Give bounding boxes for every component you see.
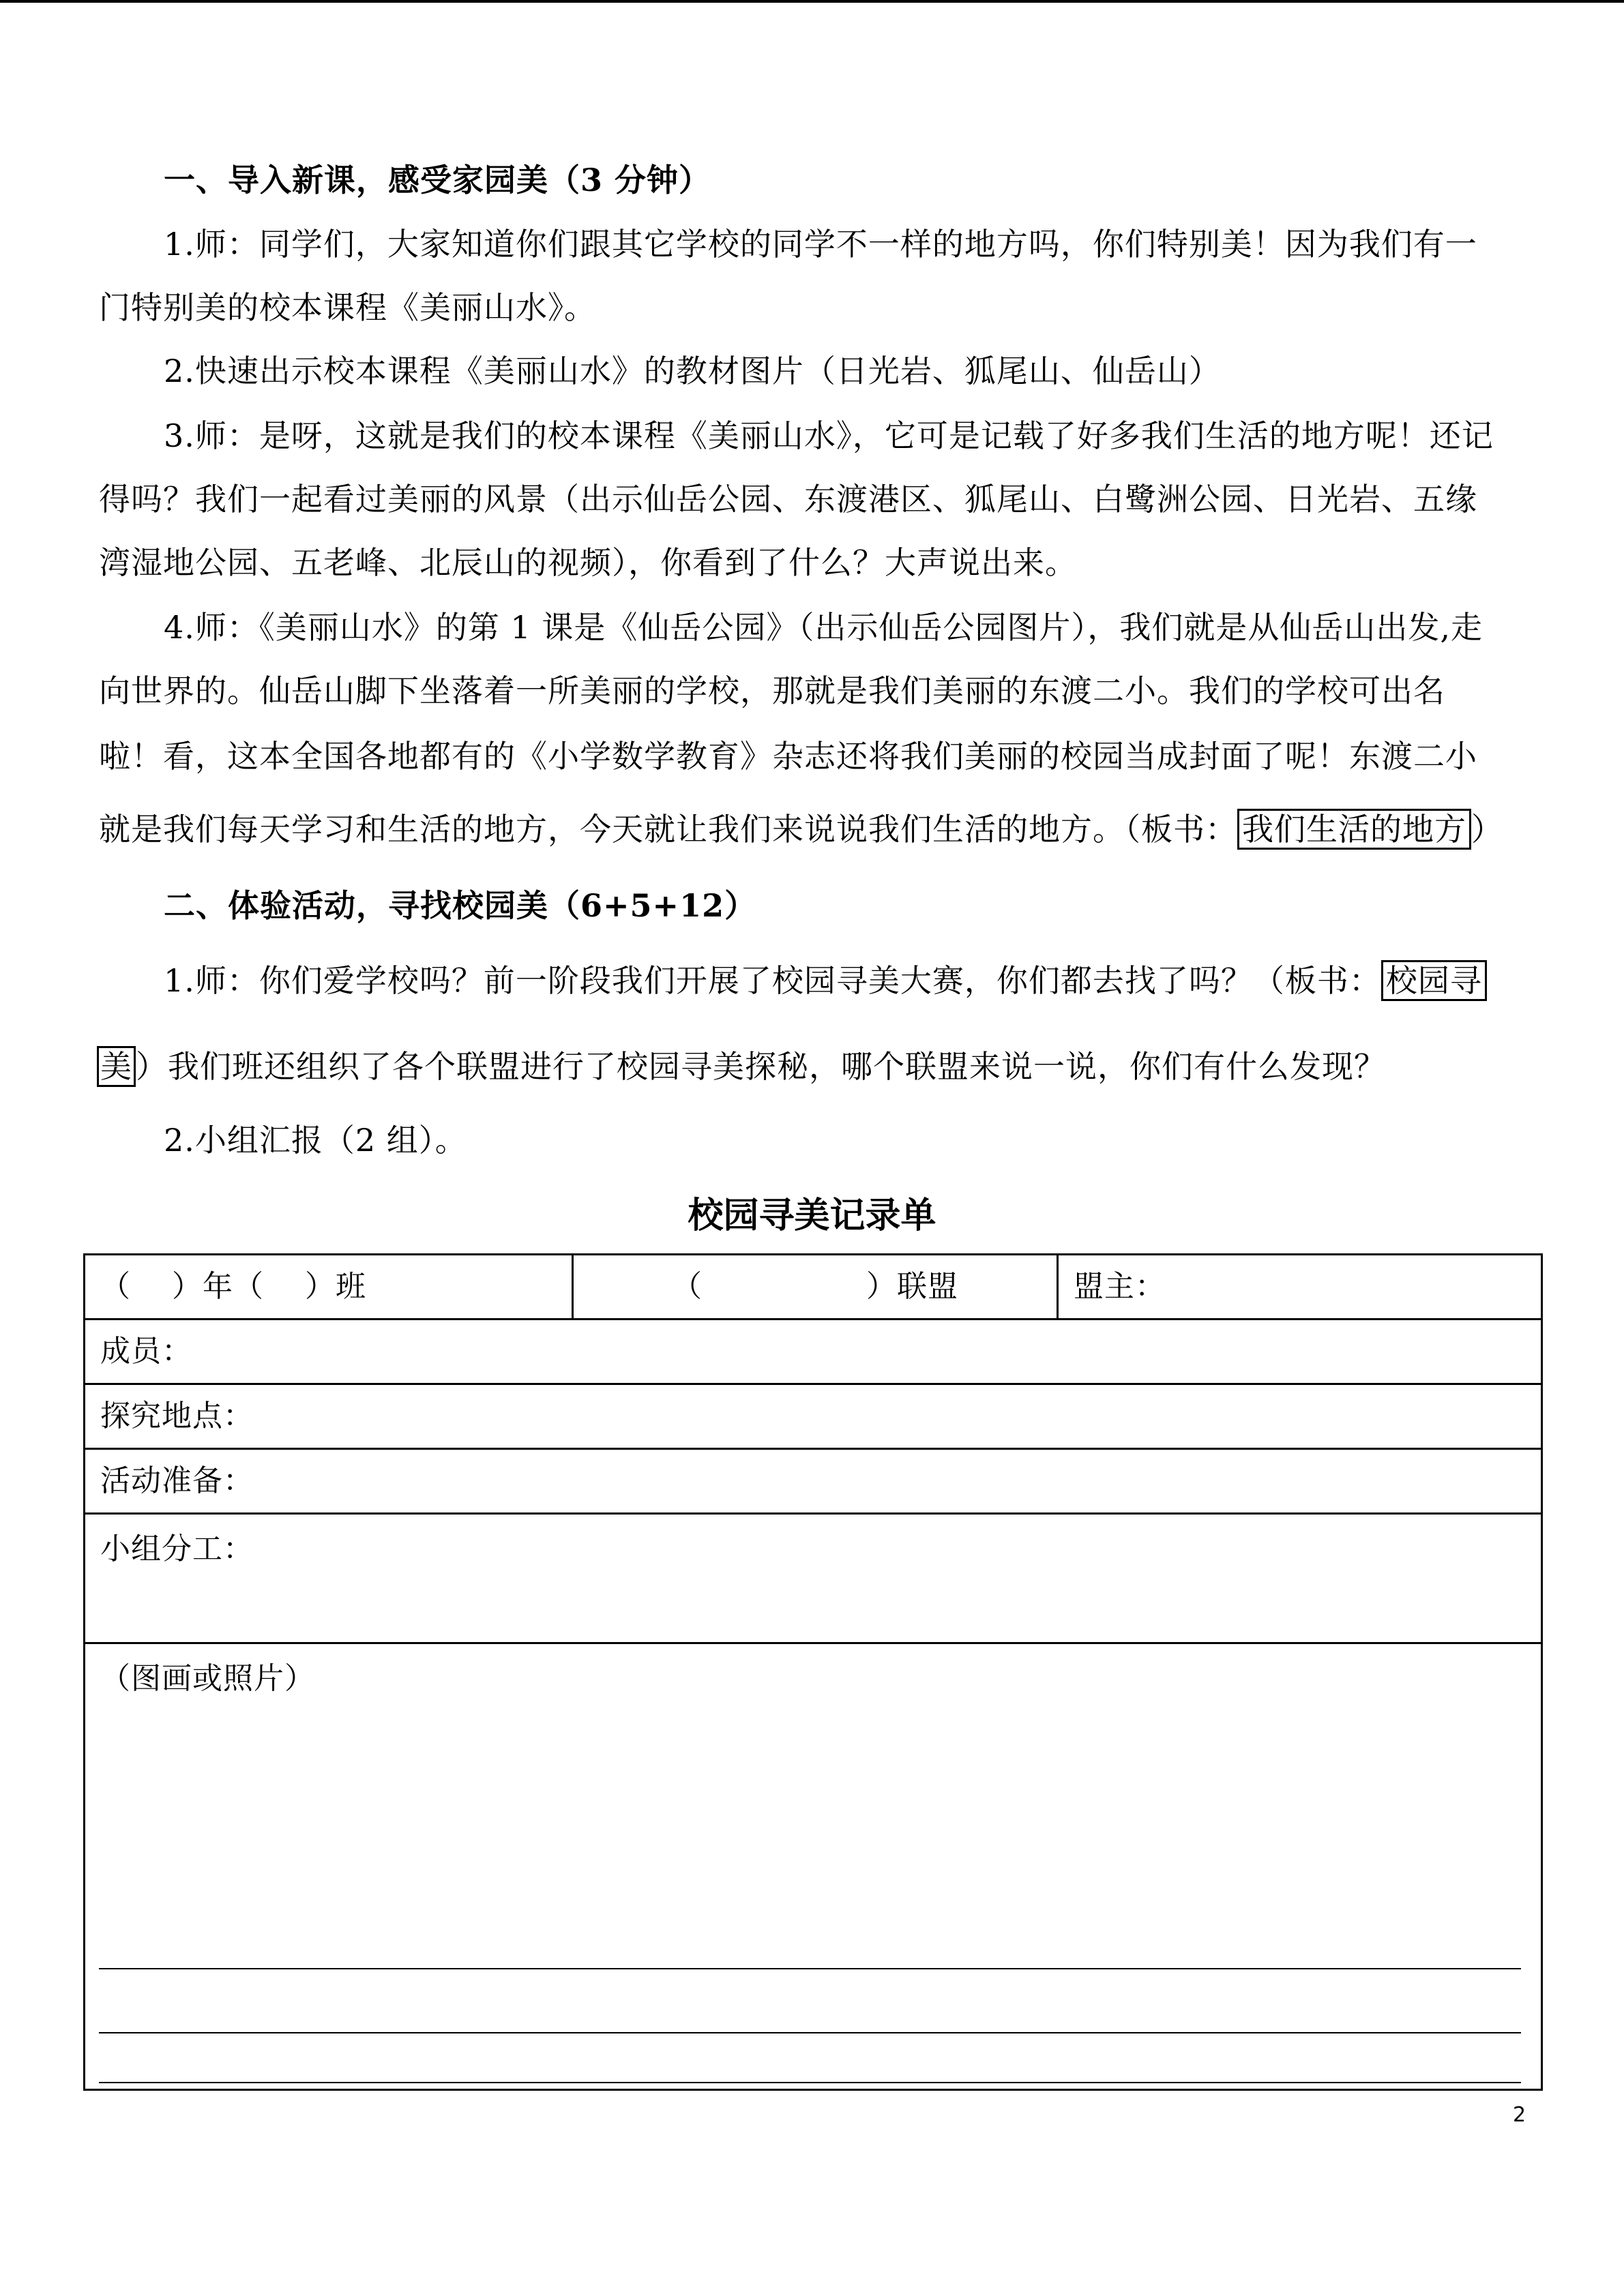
s1-p1-line1: 1.师：同学们，大家知道你们跟其它学校的同学不一样的地方吗，你们特别美！因为我们有一: [164, 226, 1477, 263]
division-field[interactable]: 小组分工：: [100, 1532, 254, 1566]
s1-p3-line3: 湾湿地公园、五老峰、北辰山的视频），你看到了什么？大声说出来。: [99, 544, 1077, 581]
s1-p3-line2: 得吗？我们一起看过美丽的风景（出示仙岳公园、东渡港区、狐尾山、白鹭洲公园、日光岩、五缘: [99, 481, 1477, 518]
s1-p4-line4-close: ）: [1471, 811, 1503, 848]
table-row-members: [85, 1320, 1541, 1385]
table-row-location: [85, 1385, 1541, 1450]
section-2-heading: 二、体验活动，寻找校园美（6+5+12）: [164, 887, 757, 924]
alliance-cell[interactable]: （ ）联盟: [672, 1269, 958, 1304]
blackboard-box-mei: 美: [97, 1046, 136, 1087]
s1-p4-line1: 4.师：《美丽山水》的第 1 课是《仙岳公园》（出示仙岳公园图片），我们就是从仙岳山出发,走: [164, 609, 1483, 646]
class-cell[interactable]: （ ）年（ ）班: [100, 1269, 366, 1304]
s1-p4-line4-text: 就是我们每天学习和生活的地方，今天就让我们来说说我们生活的地方。（板书：: [99, 811, 1237, 848]
s1-p2: 2.快速出示校本课程《美丽山水》的教材图片（日光岩、狐尾山、仙岳山）: [164, 353, 1221, 389]
s2-p1-line1-text: 1.师：你们爱学校吗？前一阶段我们开展了校园寻美大赛，你们都去找了吗？（板书：: [164, 962, 1381, 999]
writing-line: [99, 2082, 1521, 2083]
record-form-table: [83, 1253, 1543, 2091]
s1-p3-line1: 3.师：是呀，这就是我们的校本课程《美丽山水》，它可是记载了好多我们生活的地方呢！还记: [164, 417, 1494, 454]
s2-p2: 2.小组汇报（2 组）。: [164, 1122, 467, 1159]
location-field[interactable]: 探究地点：: [100, 1399, 254, 1433]
s1-p4-line3: 啦！看，这本全国各地都有的《小学数学教育》杂志还将我们美丽的校园当成封面了呢！东渡二小: [99, 738, 1477, 775]
members-field[interactable]: 成员：: [100, 1334, 192, 1369]
table-row-header: [85, 1255, 1541, 1320]
blackboard-box-campus-search: 校园寻: [1381, 960, 1487, 1001]
table-row-preparation: [85, 1450, 1541, 1515]
form-title: 校园寻美记录单: [688, 1195, 936, 1236]
page-top-border: [0, 0, 1624, 3]
table-row-division: [85, 1515, 1541, 1644]
s2-p1-line2: [97, 1042, 1386, 1087]
writing-line: [99, 2032, 1521, 2033]
blackboard-box-our-living-place: 我们生活的地方: [1237, 809, 1471, 850]
s1-p4-line2: 向世界的。仙岳山脚下坐落着一所美丽的学校，那就是我们美丽的东渡二小。我们的学校可出名: [99, 672, 1445, 709]
s1-p4-line4: [99, 805, 1503, 850]
writing-line: [99, 1968, 1521, 1969]
s2-p1-line2-text: ）我们班还组织了各个联盟进行了校园寻美探秘，哪个联盟来说一说，你们有什么发现？: [136, 1048, 1386, 1085]
s1-p1-line2: 门特别美的校本课程《美丽山水》。: [99, 289, 596, 326]
preparation-field[interactable]: 活动准备：: [100, 1463, 254, 1498]
s2-p1-line1: [164, 956, 1487, 1001]
leader-cell[interactable]: 盟主：: [1074, 1269, 1166, 1304]
table-row-picture: [85, 1644, 1541, 2089]
picture-area[interactable]: （图画或照片）: [100, 1661, 315, 1696]
page-number: 2: [1513, 2103, 1526, 2127]
section-1-heading: 一、导入新课，感受家园美（3 分钟）: [164, 162, 711, 198]
